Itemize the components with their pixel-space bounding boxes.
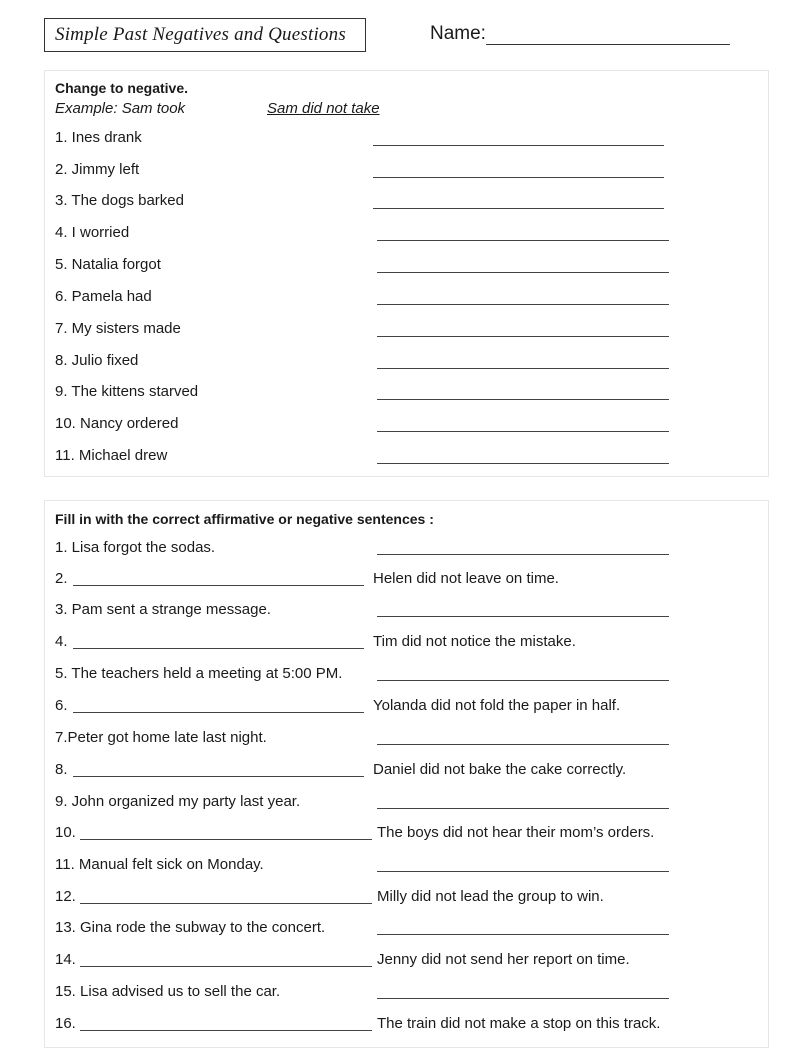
exercise-item: 7. My sisters made bbox=[55, 320, 181, 337]
answer-line[interactable] bbox=[73, 648, 364, 649]
exercise-item: 13. Gina rode the subway to the concert. bbox=[55, 919, 326, 936]
exercise-item: 9. John organized my party last year. bbox=[55, 793, 301, 810]
answer-line[interactable] bbox=[377, 336, 669, 337]
exercise-item: 7.Peter got home late last night. bbox=[55, 729, 267, 746]
given-negative-sentence: Yolanda did not fold the paper in half. bbox=[373, 697, 621, 714]
answer-line[interactable] bbox=[73, 585, 364, 586]
answer-line[interactable] bbox=[377, 871, 669, 872]
given-negative-sentence: Jenny did not send her report on time. bbox=[377, 951, 630, 968]
answer-line[interactable] bbox=[80, 903, 372, 904]
exercise-item: 10. bbox=[55, 824, 76, 841]
answer-line[interactable] bbox=[373, 177, 664, 178]
exercise-item: 3. Pam sent a strange message. bbox=[55, 601, 271, 618]
exercise-item: 1. Ines drank bbox=[55, 129, 142, 146]
exercise-item: 8. Julio fixed bbox=[55, 352, 139, 369]
answer-line[interactable] bbox=[377, 463, 669, 464]
answer-line[interactable] bbox=[377, 272, 669, 273]
exercise-item: 6. Pamela had bbox=[55, 288, 152, 305]
exercise-item: 12. bbox=[55, 888, 76, 905]
exercise-item: 5. The teachers held a meeting at 5:00 PM. bbox=[55, 665, 343, 682]
name-field-line[interactable] bbox=[486, 44, 730, 45]
given-negative-sentence: Tim did not notice the mistake. bbox=[373, 633, 576, 650]
exercise-item: 14. bbox=[55, 951, 76, 968]
answer-line[interactable] bbox=[377, 554, 669, 555]
exercise-item: 16. bbox=[55, 1015, 76, 1032]
exercise-item: 4. bbox=[55, 633, 68, 650]
answer-line[interactable] bbox=[73, 776, 364, 777]
answer-line[interactable] bbox=[377, 998, 669, 999]
section2-heading: Fill in with the correct affirmative or negative sentences : bbox=[55, 511, 434, 527]
given-negative-sentence: Milly did not lead the group to win. bbox=[377, 888, 604, 905]
section1-heading: Change to negative. bbox=[55, 80, 189, 96]
answer-line[interactable] bbox=[377, 240, 669, 241]
exercise-item: 11. Manual felt sick on Monday. bbox=[55, 856, 264, 873]
exercise-item: 2. bbox=[55, 570, 68, 587]
answer-line[interactable] bbox=[80, 966, 372, 967]
answer-line[interactable] bbox=[377, 399, 669, 400]
answer-line[interactable] bbox=[377, 744, 669, 745]
name-label: Name: bbox=[430, 23, 486, 44]
answer-line[interactable] bbox=[377, 934, 669, 935]
exercise-item: 6. bbox=[55, 697, 68, 714]
answer-line[interactable] bbox=[377, 616, 669, 617]
exercise-item: 15. Lisa advised us to sell the car. bbox=[55, 983, 281, 1000]
given-negative-sentence: The train did not make a stop on this track. bbox=[377, 1015, 661, 1032]
given-negative-sentence: The boys did not hear their mom’s orders. bbox=[377, 824, 655, 841]
exercise-item: 5. Natalia forgot bbox=[55, 256, 161, 273]
exercise-item: 8. bbox=[55, 761, 68, 778]
answer-line[interactable] bbox=[377, 808, 669, 809]
answer-line[interactable] bbox=[373, 145, 664, 146]
answer-line[interactable] bbox=[80, 839, 372, 840]
example-prompt: Example: Sam took bbox=[55, 100, 186, 117]
given-negative-sentence: Daniel did not bake the cake correctly. bbox=[373, 761, 627, 778]
exercise-item: 10. Nancy ordered bbox=[55, 415, 179, 432]
exercise-item: 1. Lisa forgot the sodas. bbox=[55, 539, 216, 556]
answer-line[interactable] bbox=[377, 680, 669, 681]
exercise-item: 3. The dogs barked bbox=[55, 192, 184, 209]
answer-line[interactable] bbox=[373, 208, 664, 209]
exercise-item: 2. Jimmy left bbox=[55, 161, 140, 178]
exercise-item: 4. I worried bbox=[55, 224, 130, 241]
given-negative-sentence: Helen did not leave on time. bbox=[373, 570, 559, 587]
answer-line[interactable] bbox=[80, 1030, 372, 1031]
answer-line[interactable] bbox=[377, 368, 669, 369]
exercise-item: 11. Michael drew bbox=[55, 447, 168, 464]
answer-line[interactable] bbox=[377, 431, 669, 432]
example-answer: Sam did not take bbox=[267, 100, 380, 117]
answer-line[interactable] bbox=[73, 712, 364, 713]
answer-line[interactable] bbox=[377, 304, 669, 305]
worksheet-title: Simple Past Negatives and Questions bbox=[44, 18, 366, 52]
exercise-item: 9. The kittens starved bbox=[55, 383, 199, 400]
